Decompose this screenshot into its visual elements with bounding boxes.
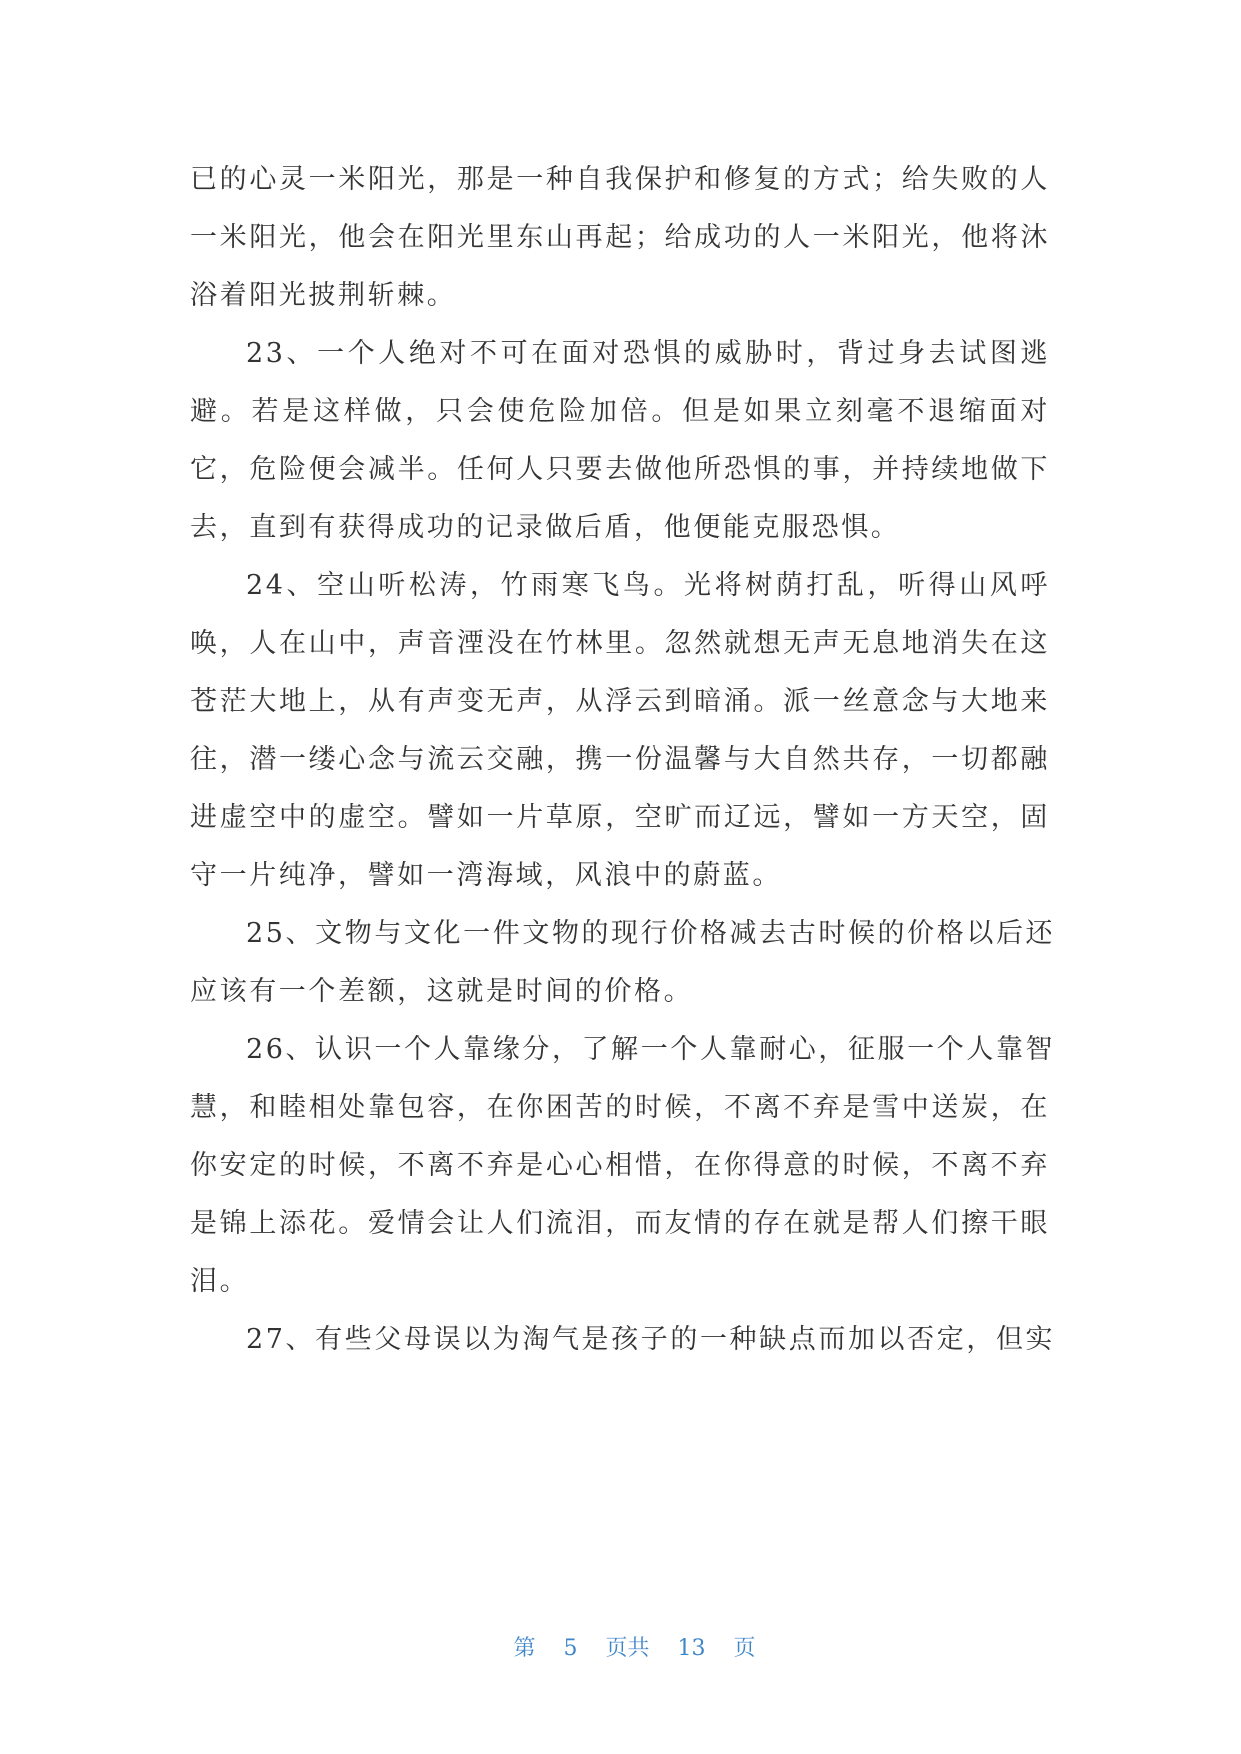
- text-line: 一米阳光，他会在阳光里东山再起；给成功的人一米阳光，他将沐: [190, 222, 1050, 253]
- text-line: 往，潜一缕心念与流云交融，携一份温馨与大自然共存，一切都融: [190, 744, 1050, 775]
- text-line: 唤，人在山中，声音湮没在竹林里。忽然就想无声无息地消失在这: [190, 628, 1050, 659]
- paragraph-26-start: 26、认识一个人靠缘分，了解一个人靠耐心，征服一个人靠智: [246, 1034, 1056, 1065]
- text-line: 进虚空中的虚空。譬如一片草原，空旷而辽远，譬如一方天空，固: [190, 802, 1050, 833]
- paragraph-25-start: 25、文物与文化一件文物的现行价格减去古时候的价格以后还: [246, 918, 1056, 949]
- text-line: 泪。: [190, 1266, 250, 1297]
- text-line: 慧，和睦相处靠包容，在你困苦的时候，不离不弃是雪中送炭，在: [190, 1092, 1050, 1123]
- footer-middle: 页共: [605, 1636, 650, 1661]
- text-line: 浴着阳光披荆斩棘。: [190, 280, 457, 311]
- text-line: 它，危险便会减半。任何人只要去做他所恐惧的事，并持续地做下: [190, 454, 1050, 485]
- text-line: 应该有一个差额，这就是时间的价格。: [190, 976, 694, 1007]
- paragraph-24-start: 24、空山听松涛，竹雨寒飞鸟。光将树荫打乱，听得山风呼: [246, 570, 1050, 601]
- text-line: 守一片纯净，譬如一湾海域，风浪中的蔚蓝。: [190, 860, 782, 891]
- footer-suffix: 页: [733, 1636, 756, 1661]
- paragraph-27-start: 27、有些父母误以为淘气是孩子的一种缺点而加以否定，但实: [246, 1324, 1056, 1355]
- footer-prefix: 第: [513, 1636, 536, 1661]
- footer-page-number: 5: [563, 1636, 578, 1661]
- paragraph-23-start: 23、一个人绝对不可在面对恐惧的威胁时，背过身去试图逃: [246, 338, 1050, 369]
- text-line: 是锦上添花。爱情会让人们流泪，而友情的存在就是帮人们擦干眼: [190, 1208, 1050, 1239]
- text-line: 避。若是这样做，只会使危险加倍。但是如果立刻毫不退缩面对: [190, 396, 1050, 427]
- text-line: 你安定的时候，不离不弃是心心相惜，在你得意的时候，不离不弃: [190, 1150, 1050, 1181]
- text-line: 苍茫大地上，从有声变无声，从浮云到暗涌。派一丝意念与大地来: [190, 686, 1050, 717]
- text-line: 去，直到有获得成功的记录做后盾，他便能克服恐惧。: [190, 512, 901, 543]
- page-footer: [0, 1604, 1241, 1694]
- text-line: 已的心灵一米阳光，那是一种自我保护和修复的方式；给失败的人: [190, 164, 1050, 195]
- footer-total-pages: 13: [677, 1636, 706, 1661]
